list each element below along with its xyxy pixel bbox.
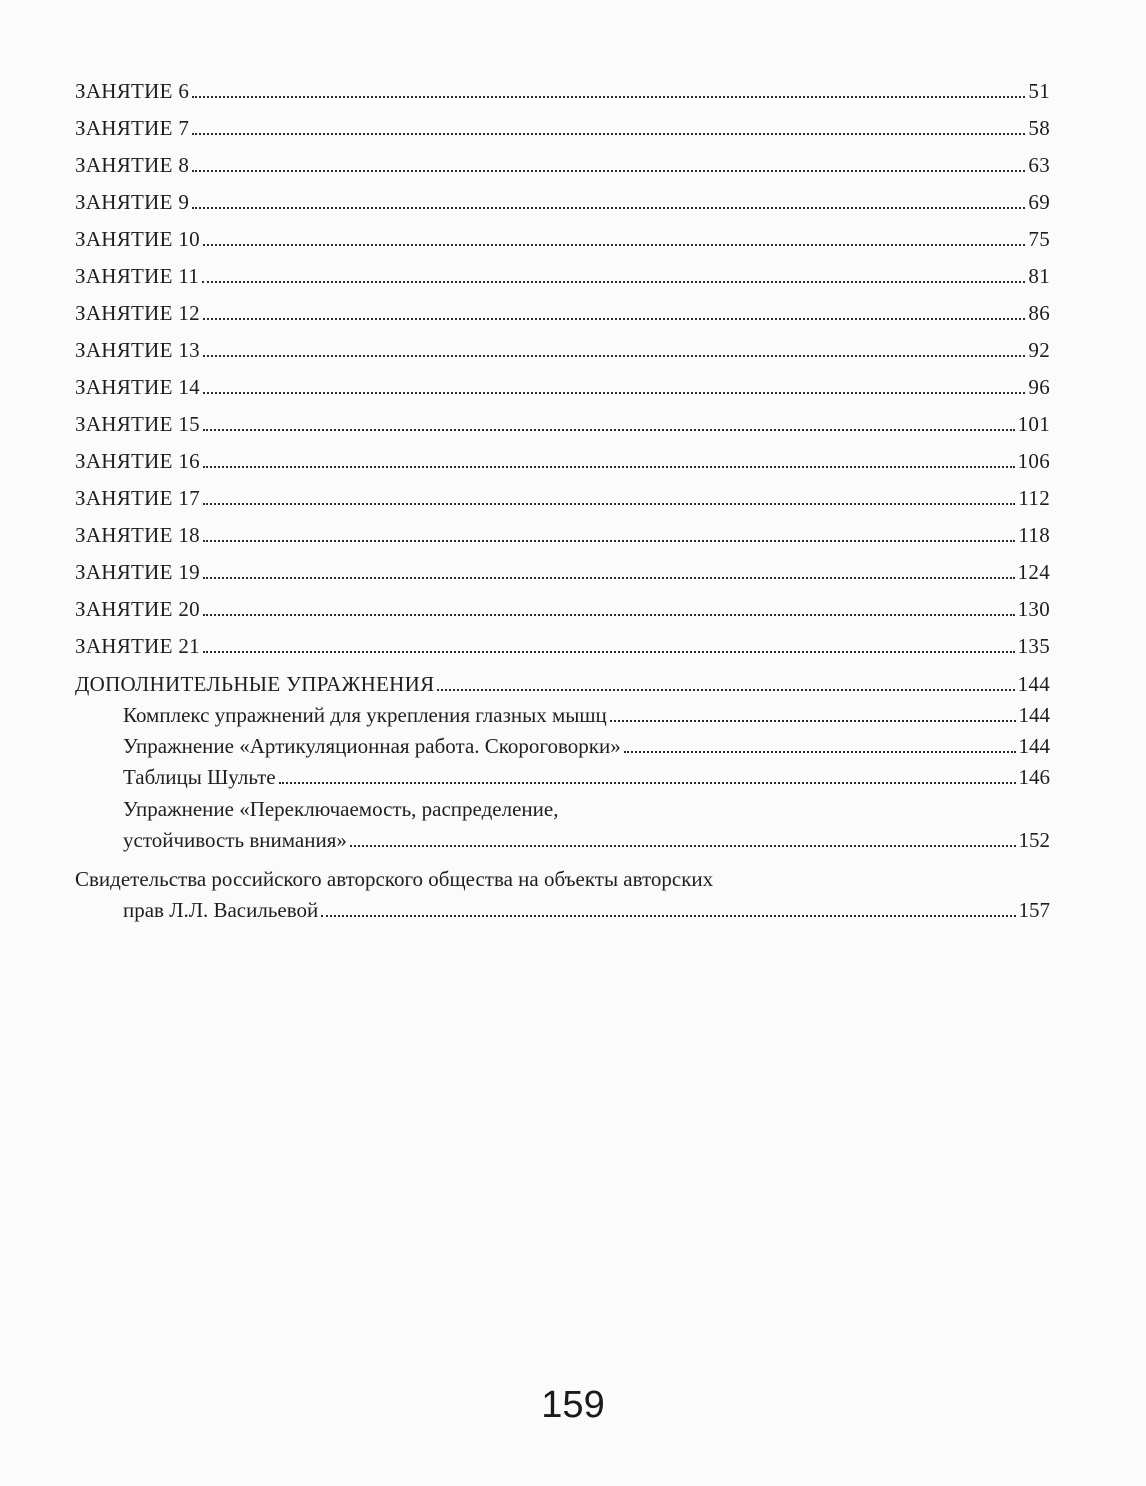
toc-entry-page: 157	[1018, 898, 1050, 922]
page-number: 159	[541, 1384, 605, 1426]
toc-entry-lesson-17	[75, 486, 1050, 510]
toc-entry-title: Упражнение «Артикуляционная работа. Скороговорки»	[123, 734, 621, 758]
toc-entry-page: 75	[1028, 227, 1050, 251]
toc-entry-title: ЗАНЯТИЕ 6	[75, 79, 190, 103]
toc-subentry-schulte-tables	[123, 765, 1050, 789]
toc-entry-lesson-16	[75, 449, 1050, 473]
toc-entry-title: Комплекс упражнений для укрепления глазных мышц	[123, 703, 607, 727]
toc-entry-extra-exercises	[75, 672, 1050, 696]
toc-entry-lesson-21	[75, 634, 1050, 658]
toc-entry-page: 96	[1028, 375, 1050, 399]
toc-entry-lesson-19	[75, 560, 1050, 584]
dot-leader	[203, 466, 1015, 468]
toc-entry-page: 86	[1028, 301, 1050, 325]
dot-leader	[202, 281, 1025, 283]
toc-entry-lesson-20	[75, 597, 1050, 621]
toc-subentry-articulation	[123, 734, 1050, 758]
dot-leader	[203, 429, 1015, 431]
toc-entry-lesson-15	[75, 412, 1050, 436]
dot-leader	[203, 318, 1025, 320]
toc-entry-lesson-8	[75, 153, 1050, 177]
dot-leader	[610, 720, 1016, 722]
toc-entry-title: ЗАНЯТИЕ 19	[75, 560, 200, 584]
toc-subentry-attention-line1: Упражнение «Переключаемость, распределение,	[123, 797, 559, 821]
toc-entry-title: ЗАНЯТИЕ 16	[75, 449, 200, 473]
toc-entry-page: 146	[1018, 765, 1050, 789]
toc-entry-page: 124	[1017, 560, 1050, 584]
dot-leader	[192, 207, 1025, 209]
toc-entry-page: 69	[1028, 190, 1050, 214]
toc-entry-title: ЗАНЯТИЕ 11	[75, 264, 200, 288]
dot-leader	[192, 170, 1025, 172]
toc-entry-certificates-line1: Свидетельства российского авторского общества на объекты авторских	[75, 867, 714, 891]
toc-entry-page: 112	[1018, 486, 1050, 510]
toc-entry-page: 101	[1017, 412, 1050, 436]
toc-entry-title: ЗАНЯТИЕ 21	[75, 634, 200, 658]
toc-entry-title: ЗАНЯТИЕ 17	[75, 486, 200, 510]
toc-entry-page: 144	[1018, 734, 1050, 758]
dot-leader	[321, 915, 1015, 917]
dot-leader	[192, 96, 1025, 98]
dot-leader	[203, 503, 1015, 505]
toc-entry-title: ЗАНЯТИЕ 9	[75, 190, 190, 214]
toc-entry-lesson-7	[75, 116, 1050, 140]
dot-leader	[203, 392, 1025, 394]
toc-entry-page: 51	[1028, 79, 1050, 103]
toc-entry-lesson-9	[75, 190, 1050, 214]
toc-entry-page: 106	[1017, 449, 1050, 473]
toc-entry-title: ЗАНЯТИЕ 13	[75, 338, 200, 362]
toc-entry-page: 144	[1018, 703, 1050, 727]
toc-entry-lesson-13	[75, 338, 1050, 362]
toc-entry-title: прав Л.Л. Васильевой	[123, 898, 319, 922]
toc-entry-title: ЗАНЯТИЕ 15	[75, 412, 200, 436]
dot-leader	[350, 845, 1016, 847]
toc-entry-lesson-14	[75, 375, 1050, 399]
toc-subentry-attention	[123, 828, 1050, 852]
toc-entry-title: ЗАНЯТИЕ 20	[75, 597, 200, 621]
toc-entry-title: ЗАНЯТИЕ 18	[75, 523, 200, 547]
toc-entry-page: 135	[1017, 634, 1050, 658]
dot-leader	[203, 651, 1015, 653]
dot-leader	[437, 689, 1014, 691]
toc-entry-title: ЗАНЯТИЕ 8	[75, 153, 190, 177]
toc-subentry-eye-exercises	[123, 703, 1050, 727]
toc-entry-page: 152	[1018, 828, 1050, 852]
toc-entry-title: ЗАНЯТИЕ 12	[75, 301, 200, 325]
toc-entry-lesson-6	[75, 79, 1050, 103]
toc-entry-page: 130	[1017, 597, 1050, 621]
toc-entry-page: 118	[1018, 523, 1050, 547]
toc-entry-page: 58	[1028, 116, 1050, 140]
toc-entry-page: 81	[1028, 264, 1050, 288]
toc-entry-title: ДОПОЛНИТЕЛЬНЫЕ УПРАЖНЕНИЯ	[75, 672, 435, 696]
dot-leader	[192, 133, 1025, 135]
dot-leader	[203, 577, 1015, 579]
dot-leader	[203, 355, 1025, 357]
toc-entry-title: ЗАНЯТИЕ 14	[75, 375, 200, 399]
dot-leader	[624, 751, 1016, 753]
toc-entry-title: Таблицы Шульте	[123, 765, 276, 789]
toc-entry-page: 144	[1017, 672, 1050, 696]
toc-entry-page: 92	[1028, 338, 1050, 362]
toc-entry-lesson-10	[75, 227, 1050, 251]
toc-entry-lesson-11	[75, 264, 1050, 288]
toc-entry-page: 63	[1028, 153, 1050, 177]
dot-leader	[279, 782, 1016, 784]
dot-leader	[203, 540, 1015, 542]
toc-entry-title: ЗАНЯТИЕ 7	[75, 116, 190, 140]
toc-entry-lesson-18	[75, 523, 1050, 547]
toc-entry-certificates	[123, 898, 1050, 922]
dot-leader	[203, 244, 1025, 246]
dot-leader	[203, 614, 1015, 616]
toc-entry-title: ЗАНЯТИЕ 10	[75, 227, 200, 251]
toc-entry-title: устойчивость внимания»	[123, 828, 347, 852]
toc-entry-lesson-12	[75, 301, 1050, 325]
